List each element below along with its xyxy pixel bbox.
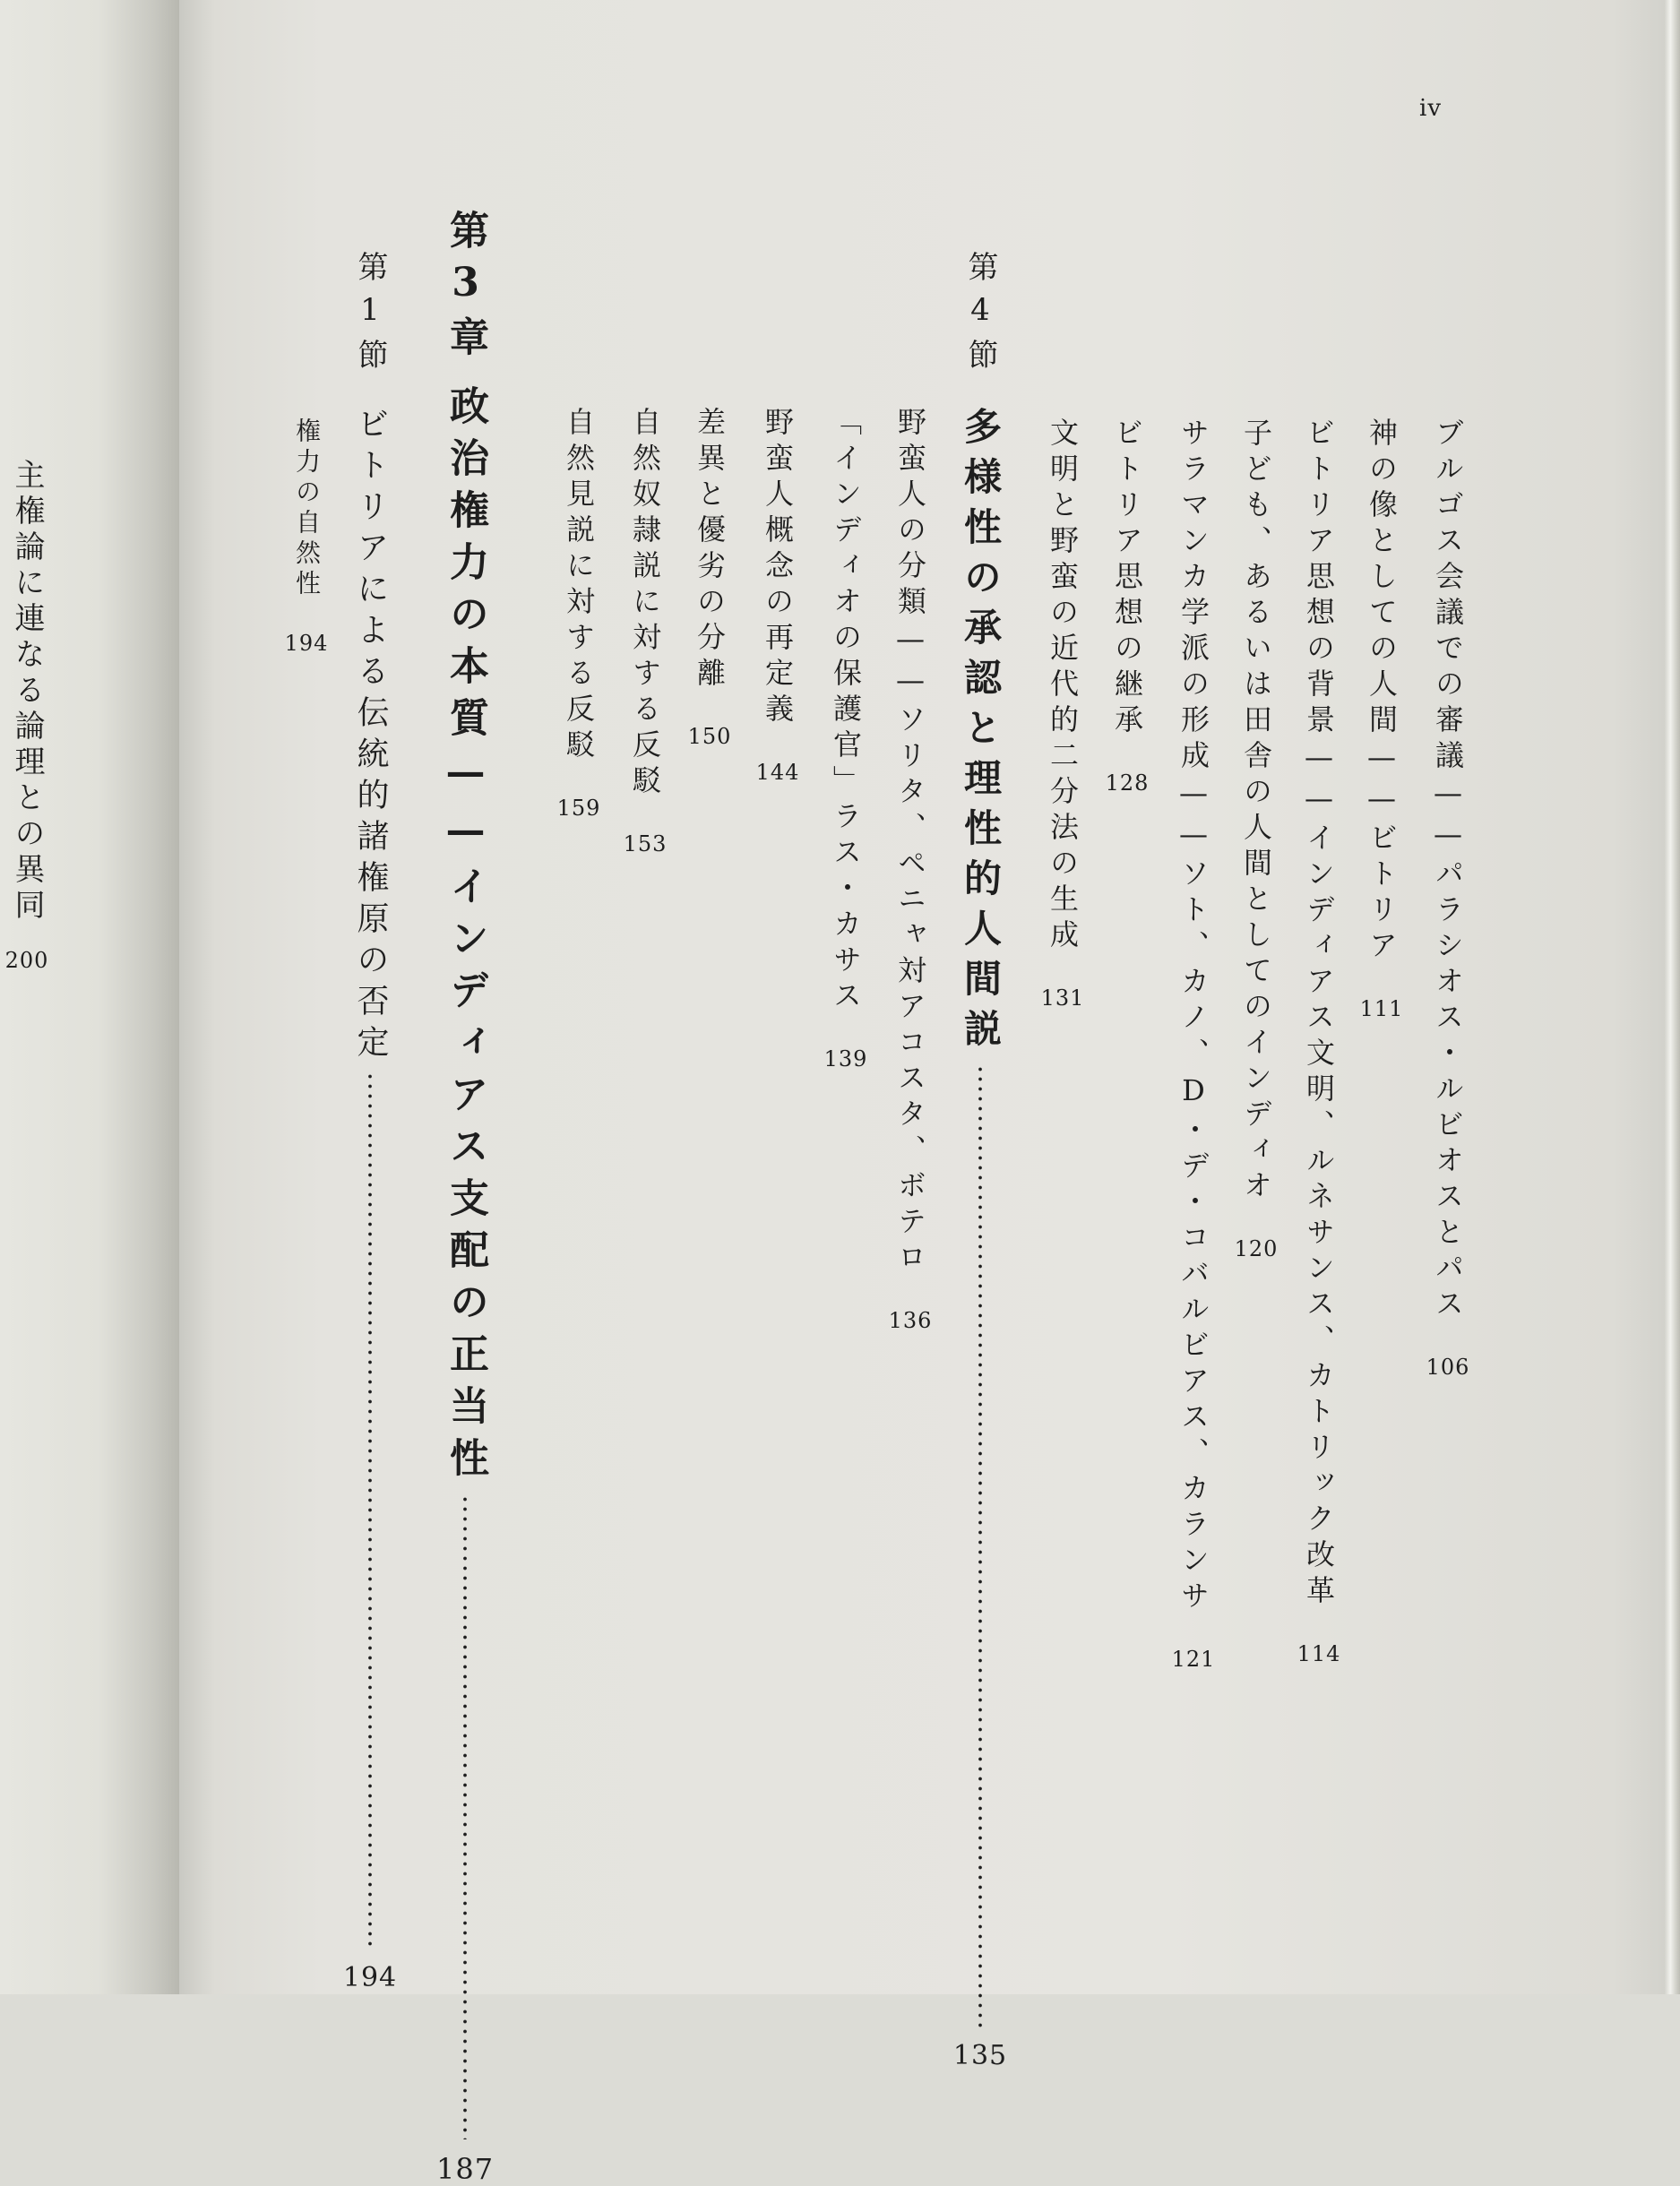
section-page: 194 <box>342 1962 398 1993</box>
entry-title: 権力の自然性 <box>292 417 322 600</box>
chapter-label <box>439 210 491 366</box>
entry-title: 文明と野蛮の近代的二分法の生成 <box>1046 417 1080 955</box>
entry-title: 子ども、あるいは田舎の人間としてのインディオ <box>1239 417 1273 1206</box>
page-number: iv <box>1419 95 1443 122</box>
chapter-title: 政治権力の本質——インディアス支配の正当性 <box>443 385 488 1489</box>
toc-entry <box>1428 417 1468 1380</box>
toc-entry <box>623 407 668 856</box>
section-title: ビトリアによる伝統的諸権原の否定 <box>352 407 389 1066</box>
entry-title: ビトリア思想の背景——インディアス文明、ルネサンス、カトリック改革 <box>1302 417 1336 1611</box>
leader-dots <box>463 1494 467 2139</box>
page-edge <box>1664 0 1680 1994</box>
toc-entry <box>1105 417 1150 796</box>
entry-page: 121 <box>1171 1647 1216 1672</box>
entry-title: 野蛮人の分類——ソリタ、ペニャ対アコスタ、ボテロ <box>893 407 927 1278</box>
toc-entry <box>888 407 933 1333</box>
entry-page: 139 <box>823 1046 868 1071</box>
entry-title: 野蛮人概念の再定義 <box>761 407 795 729</box>
toc-entry <box>1171 417 1216 1672</box>
entry-title: 差異と優劣の分離 <box>693 407 727 693</box>
toc-entry <box>1359 417 1404 1021</box>
entry-page: 136 <box>888 1308 933 1333</box>
entry-page: 106 <box>1426 1355 1470 1380</box>
entry-page: 200 <box>4 948 49 973</box>
chapter-page: 187 <box>435 2152 495 2186</box>
section-4-heading <box>952 407 1008 2071</box>
toc-entry <box>284 417 329 656</box>
toc-entry <box>687 407 732 749</box>
section-4-label: 第4節 <box>962 251 998 380</box>
toc-entry-left <box>4 459 49 973</box>
entry-page: 194 <box>284 631 329 656</box>
toc-entry <box>823 407 868 1071</box>
entry-title: 主権論に連なる論理との異同 <box>9 459 45 925</box>
entry-title: 自然奴隷説に対する反駁 <box>628 407 662 801</box>
leader-dots <box>368 1071 372 1949</box>
section-1-label: 第1節 <box>352 251 388 380</box>
entry-page: 111 <box>1359 996 1404 1021</box>
left-page <box>0 0 179 1994</box>
toc-entry <box>556 407 601 821</box>
entry-page: 128 <box>1105 770 1150 796</box>
toc-entry <box>755 407 800 785</box>
entry-page: 159 <box>556 796 601 821</box>
chapter-3-label: 第3章 <box>443 210 488 366</box>
section-1-heading <box>342 407 398 1993</box>
entry-title: サラマンカ学派の形成——ソト、カノ、D・デ・コバルビアス、カランサ <box>1176 417 1210 1616</box>
toc-entry <box>1299 417 1339 1666</box>
leader-dots <box>978 1064 982 2027</box>
toc-entry <box>1040 417 1085 1011</box>
section-label <box>348 251 392 380</box>
section-label <box>957 251 1004 380</box>
entry-title: 「インディオの保護官」ラス・カサス <box>829 407 863 1016</box>
chapter-3-heading <box>435 385 495 2186</box>
entry-title: 神の像としての人間——ビトリア <box>1365 417 1399 966</box>
entry-title: ビトリア思想の継承 <box>1110 417 1144 740</box>
entry-page: 120 <box>1234 1236 1279 1261</box>
section-title: 多様性の承認と理性的人間説 <box>959 407 1003 1059</box>
entry-page: 114 <box>1297 1641 1341 1666</box>
entry-page: 131 <box>1040 985 1085 1011</box>
entry-title: ブルゴス会議での審議——パラシオス・ルビオスとパス <box>1431 417 1465 1324</box>
entry-title: 自然見説に対する反駁 <box>562 407 596 765</box>
entry-page: 144 <box>755 760 800 785</box>
toc-entry <box>1234 417 1279 1261</box>
entry-page: 150 <box>687 724 732 749</box>
entry-page: 153 <box>623 831 668 856</box>
section-page: 135 <box>952 2040 1008 2071</box>
